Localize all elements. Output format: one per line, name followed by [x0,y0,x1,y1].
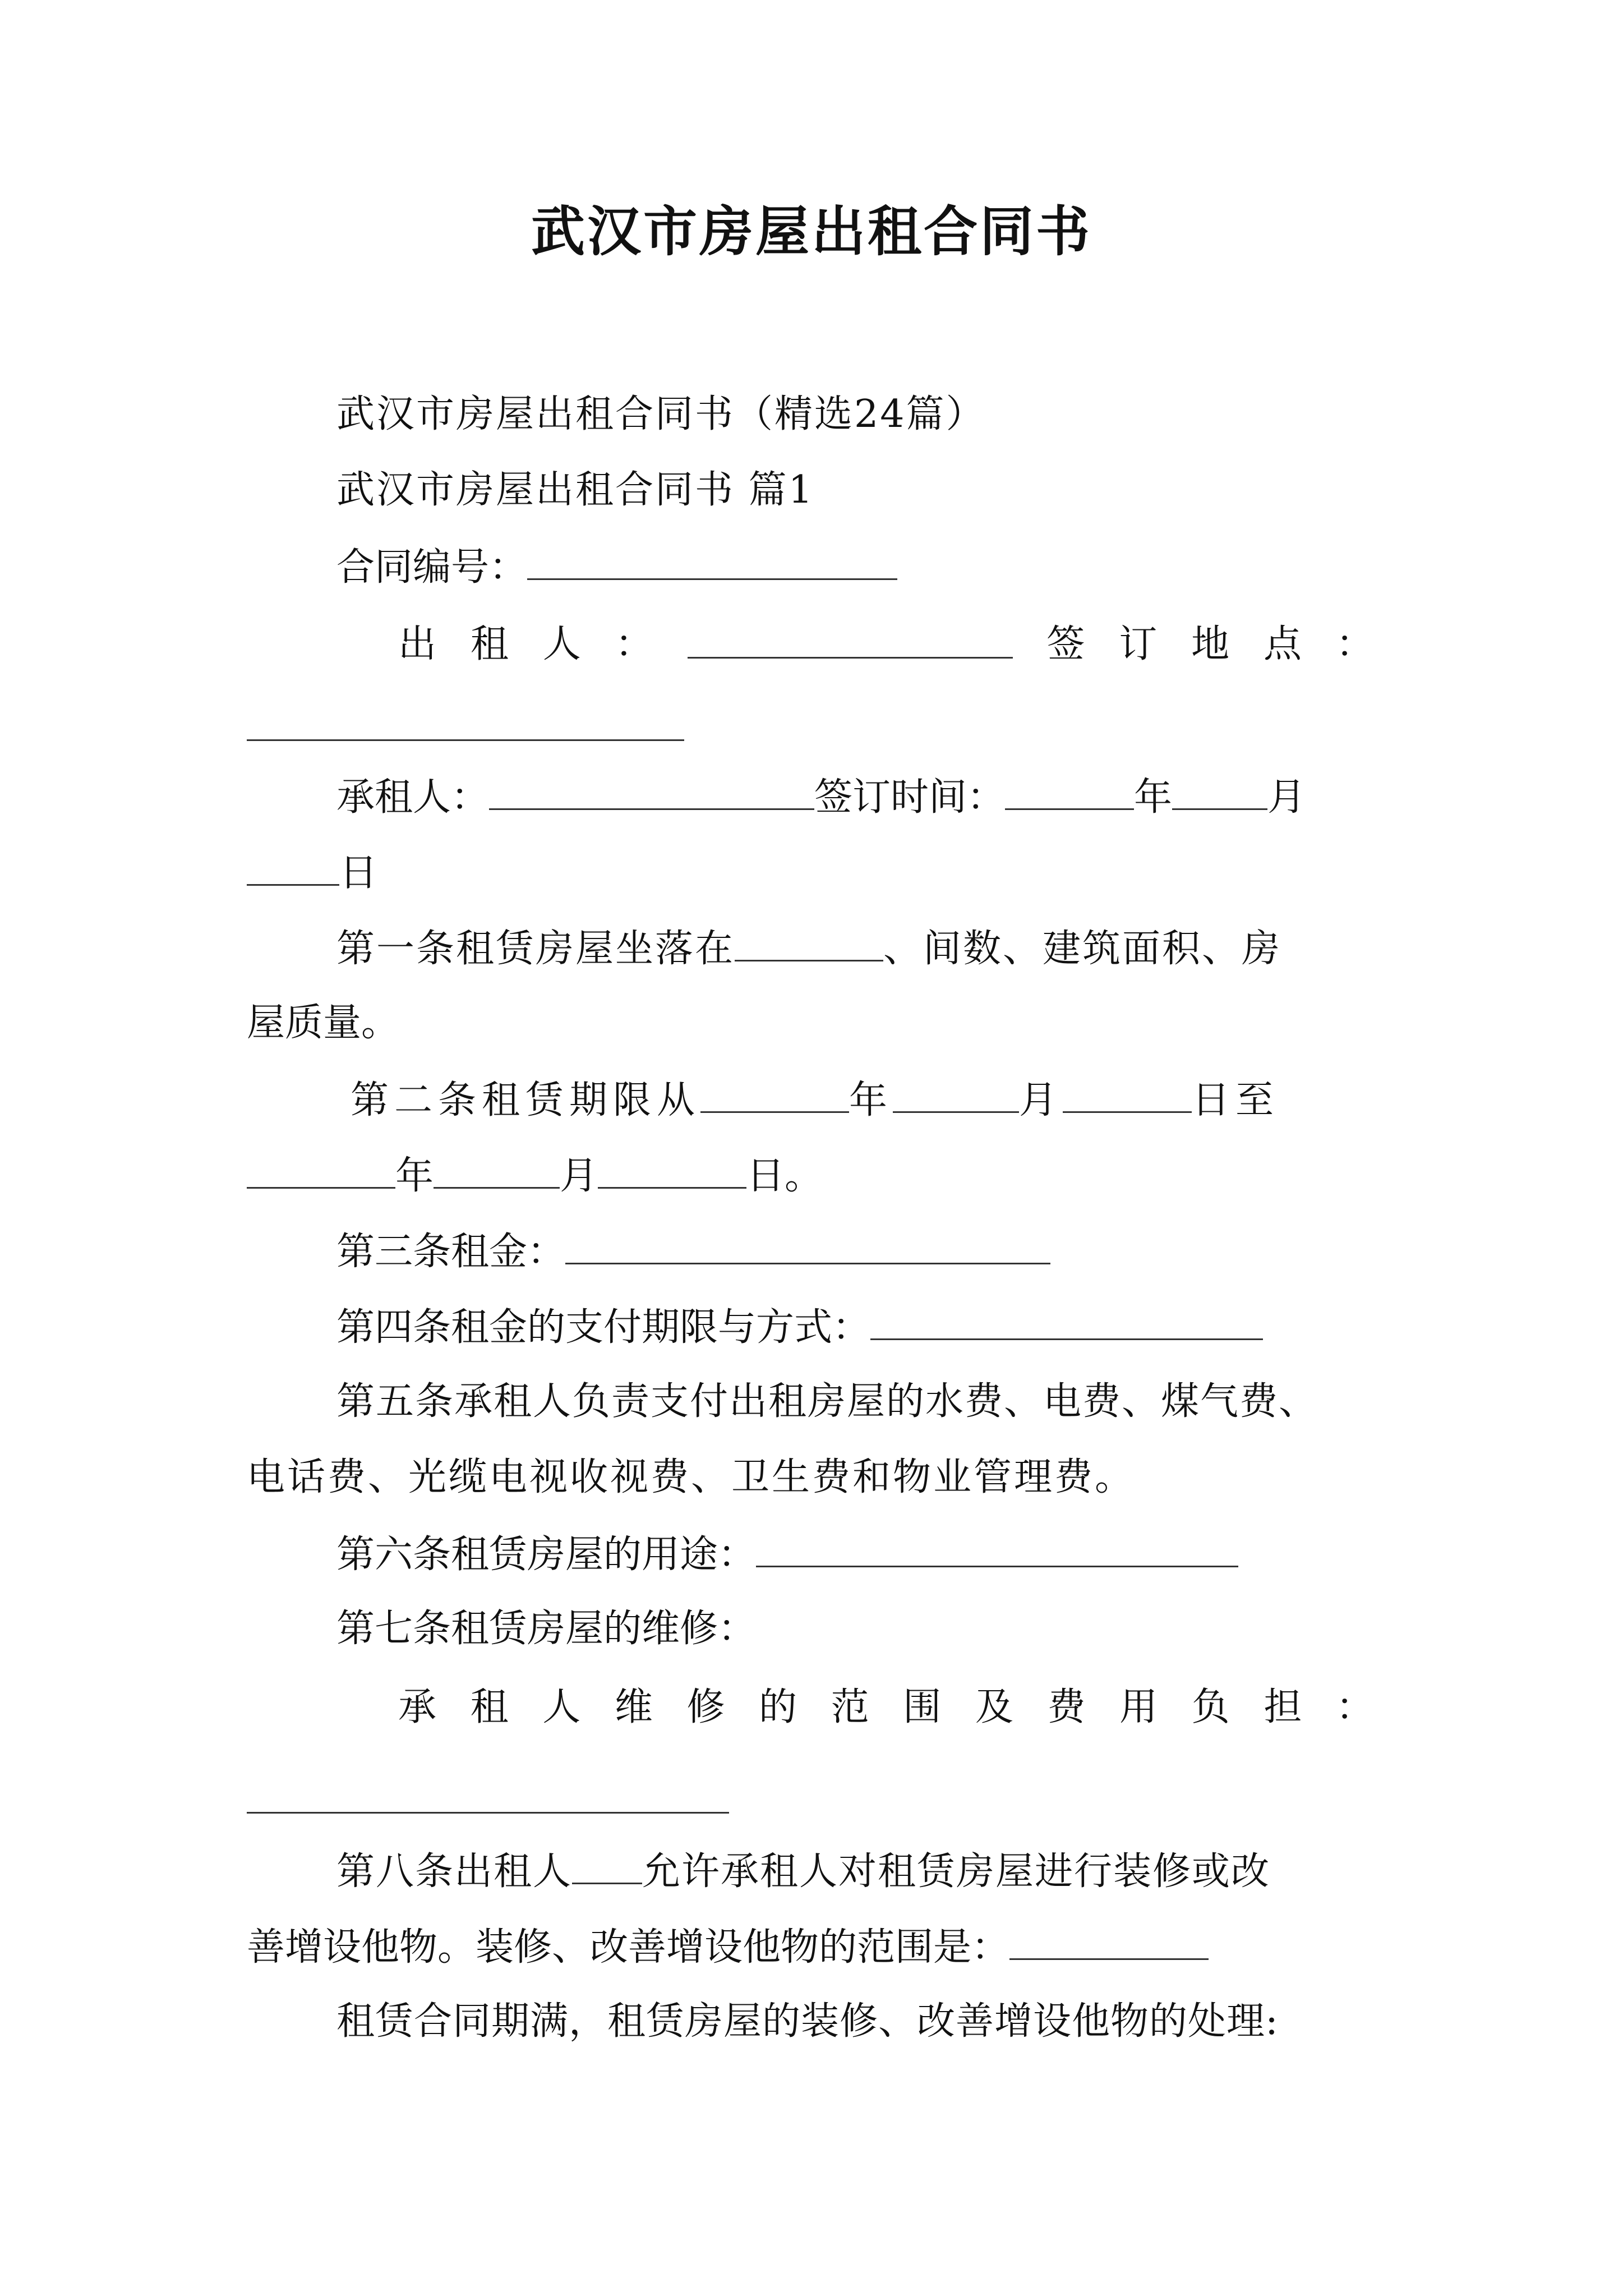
end-year-blank [247,1153,395,1189]
sign-year-blank [1005,774,1134,810]
sign-month-blank [1172,774,1267,810]
article-8: 第八条出租人 允许承租人对租赁房屋进行装修或改 [336,1848,1270,1894]
lessee-blank [489,774,814,810]
contract-no-label: 合同编号： [336,545,528,590]
permit-blank [572,1848,642,1884]
lessor-label-chars: 出 [398,622,437,666]
sign-day-unit: 日 [339,851,378,896]
article-2-cont: 年 月 日。 [247,1153,823,1198]
lessee-label: 承租人： [336,775,490,820]
end-day-blank [598,1153,746,1189]
sign-month-unit: 月 [1267,775,1306,820]
sign-time-label: 签订时间： [814,775,1006,820]
section-heading: 武汉市房屋出租合同书 篇1 [336,468,814,512]
article-1: 第一条租赁房屋坐落在 、间数、建筑面积、房 [336,926,1281,971]
document-title: 武汉市房屋出租合同书 [531,200,1092,263]
article-4: 第四条租金的支付期限与方式： [336,1304,1263,1350]
article-5-line-2: 电话费、光缆电视收视费、卫生费和物业管理费。 [247,1455,1136,1499]
lessor-blank [688,623,1013,659]
document-subtitle: 武汉市房屋出租合同书（精选24篇） [336,392,986,436]
rent-blank [565,1228,1050,1264]
end-month-blank [434,1153,560,1189]
contract-no-blank [527,544,897,580]
article-3: 第三条租金： [336,1228,1050,1274]
contract-no-row [336,544,897,590]
article-8-line-2: 善增设他物。装修、改善增设他物的范围是： [247,1924,1209,1970]
lessee-row [336,774,1306,820]
article-6: 第六条租赁房屋的用途： [336,1531,1238,1577]
article-2: 第二条租赁期限从 年 月 日至 [351,1077,1279,1122]
location-blank [735,926,883,961]
decoration-scope-blank [1009,1924,1209,1960]
repair-scope-blank [247,1812,729,1814]
article-5-line-1: 第五条承租人负责支付出租房屋的水费、电费、煤气费、 [336,1379,1318,1424]
payment-blank [870,1304,1263,1340]
article-7-sub: 承 租 人 维 修 的 范 围 及 费 用 负 担 ： [398,1685,1374,1729]
lessor-row: 出 租 人 ： 签 订 地 点 ： [398,622,1374,666]
start-day-blank [1063,1077,1192,1113]
start-month-blank [893,1077,1019,1113]
article-8-line-3: 租赁合同期满，租赁房屋的装修、改善增设他物的处理: [336,1999,1279,2044]
sign-place-blank [247,739,684,741]
sign-year-unit: 年 [1134,775,1173,820]
article-1-cont: 屋质量。 [247,1001,400,1045]
purpose-blank [756,1531,1238,1567]
article-7: 第七条租赁房屋的维修： [336,1607,757,1651]
sign-day-blank [247,850,339,886]
start-year-blank [700,1077,849,1113]
sign-day-row [247,850,377,895]
